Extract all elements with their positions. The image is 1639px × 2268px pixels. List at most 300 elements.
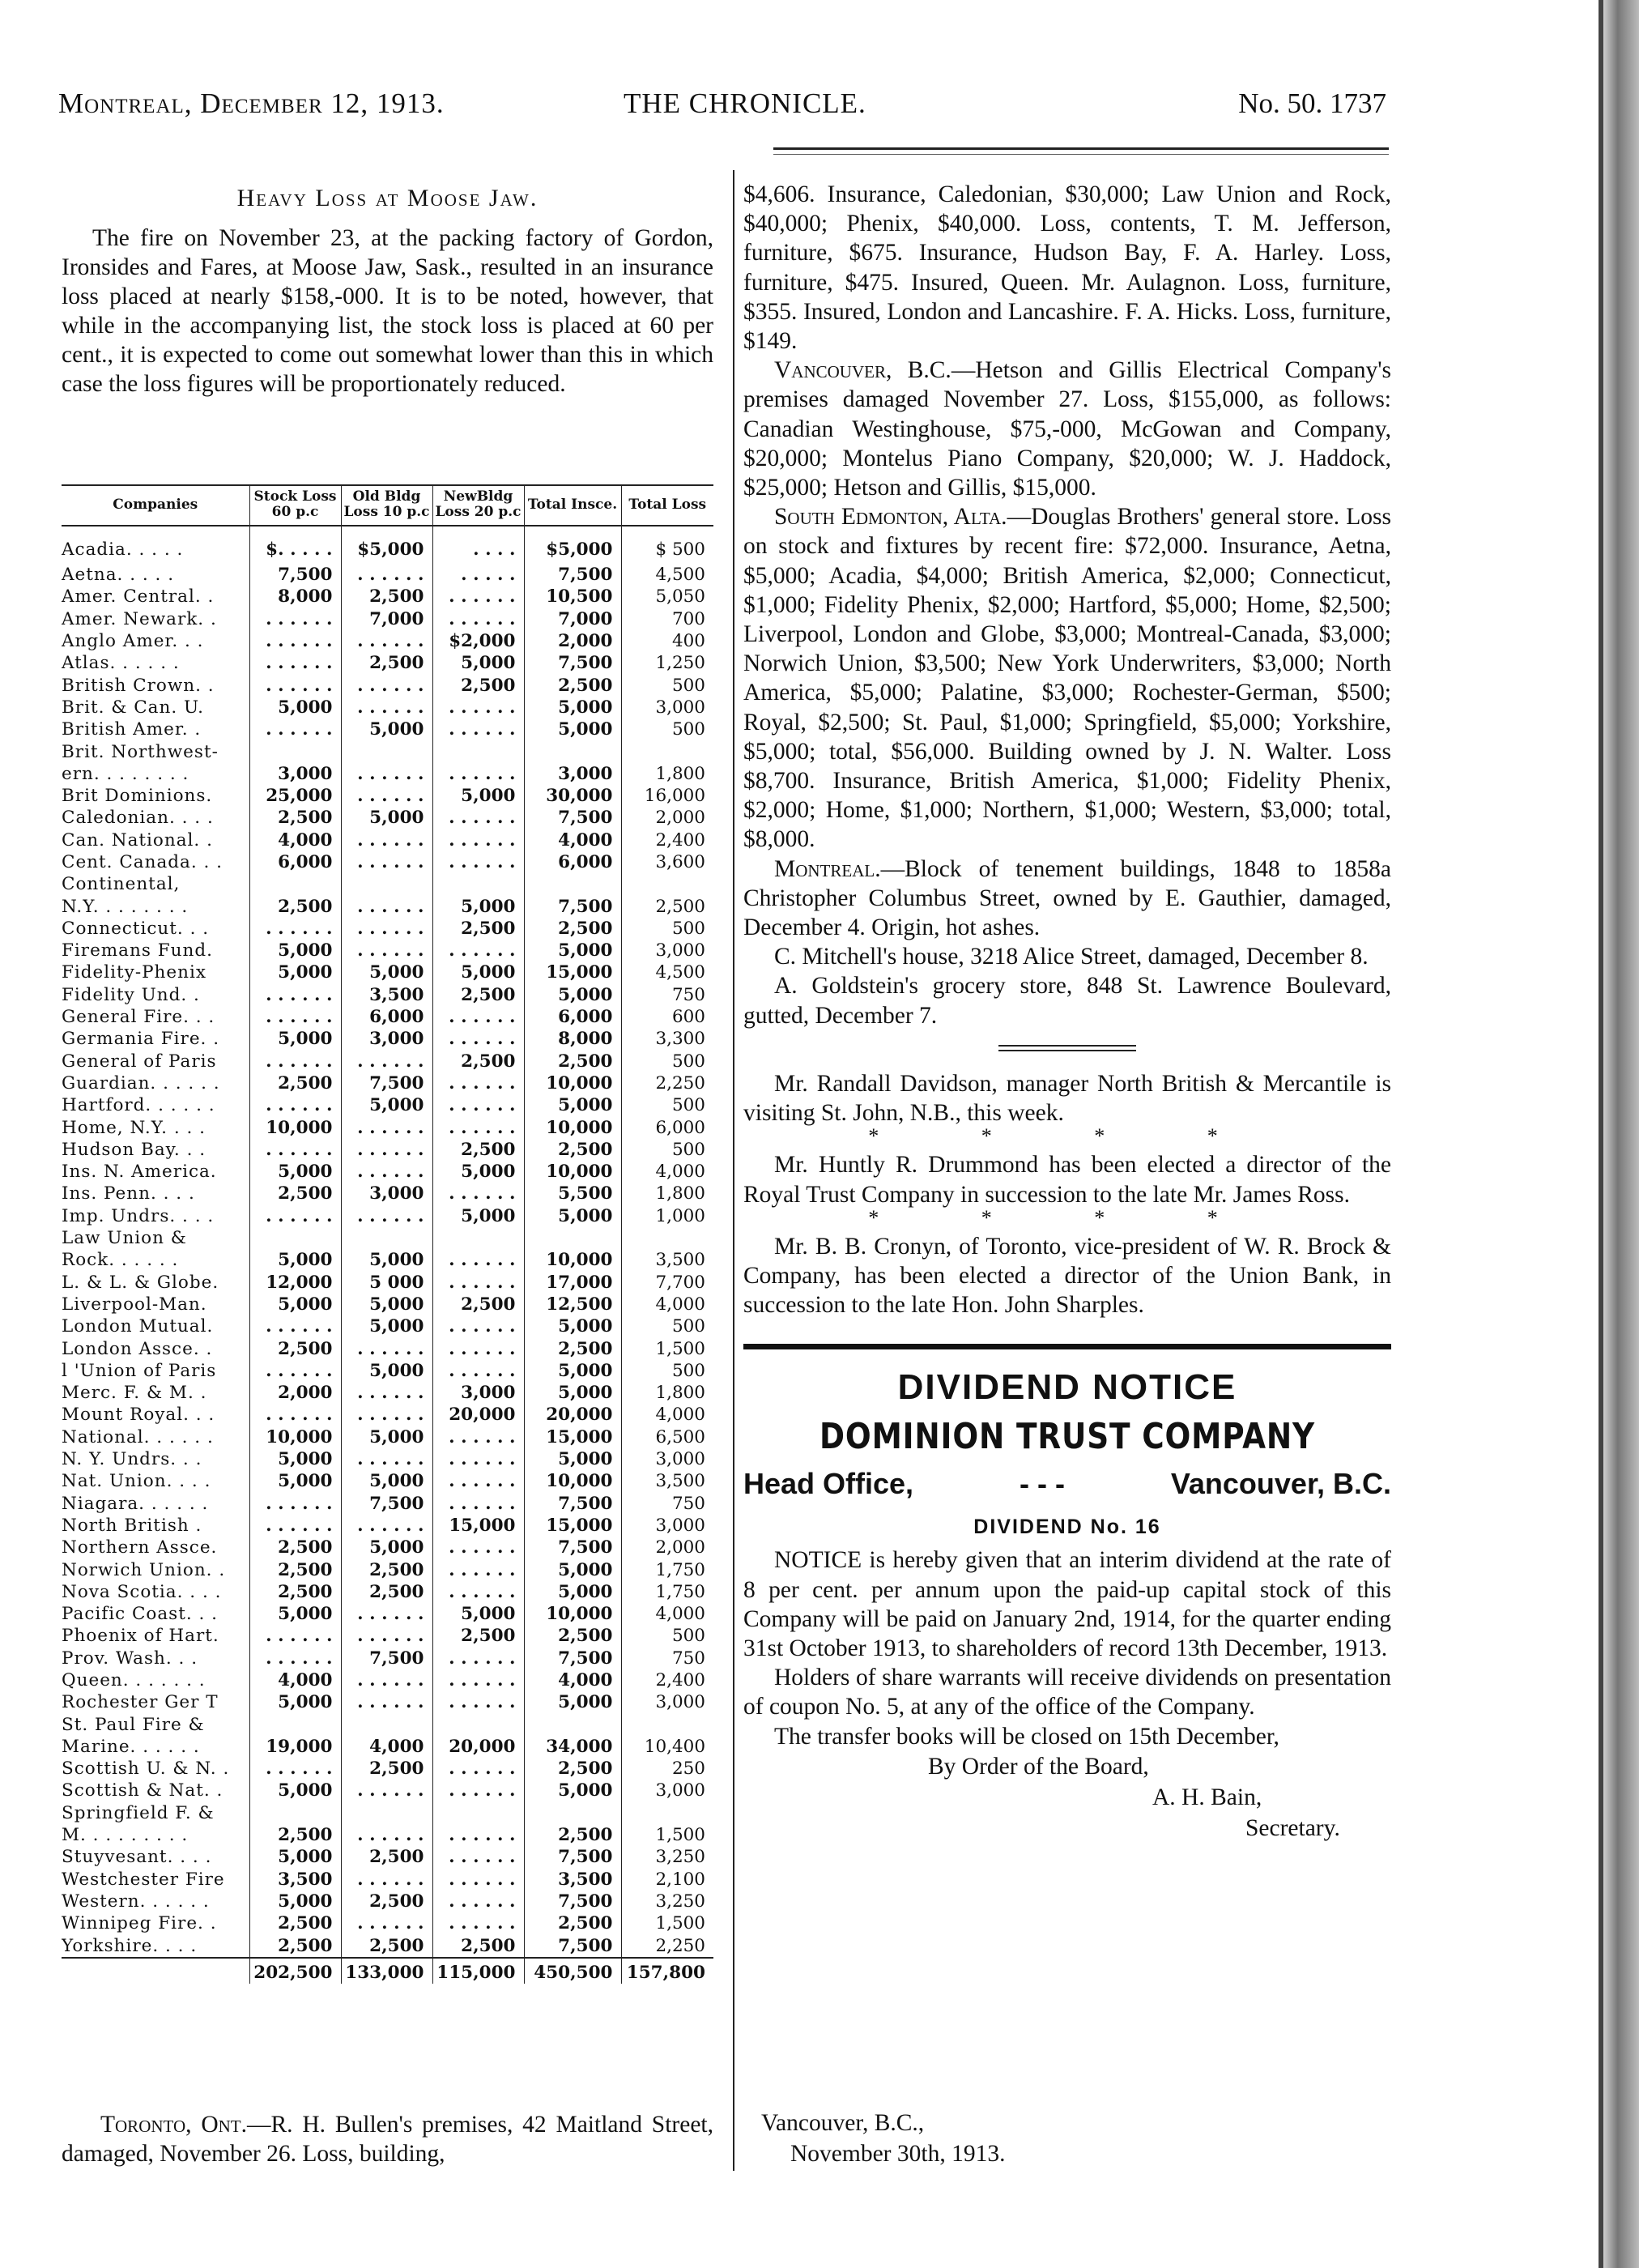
company-name-cell: Queen. . . . . . . <box>62 1669 206 1690</box>
table-row <box>62 1625 713 1647</box>
table-row <box>62 1139 713 1161</box>
amount-cell: 500 <box>621 1094 713 1116</box>
amount-cell: . . . . . . <box>432 1116 524 1138</box>
amount-cell: . . . . . . <box>432 1360 524 1382</box>
amount-cell: 2,500 <box>249 1912 341 1934</box>
amount-cell: 2,500 <box>524 1337 621 1359</box>
dividend-transfer-paragraph: The transfer books will be closed on 15th December, <box>774 1723 1279 1750</box>
amount-cell: 5,000 <box>341 961 432 983</box>
company-name-cell: Western. . . . . . <box>62 1891 210 1912</box>
company-name-cell: M. . . . . . . . . <box>62 1825 189 1846</box>
amount-cell: 7,500 <box>524 564 621 586</box>
amount-cell: 1,800 <box>621 1382 713 1404</box>
table-row <box>62 1382 713 1404</box>
amount-cell: . . . . . . <box>432 1249 524 1271</box>
article-body: The fire on November 23, at the packing factory of Gordon, Ironsides and Fares, at Moose Jaw, Sask., resulted in an insurance loss placed at nearly $158,-000. It is to be noted, however, that while in the accompanying list, the stock loss is placed at 60 per cent., it is expected to come out somewhat lower than this in which case the loss figures will be proportionately reduced. <box>62 225 713 397</box>
amount-cell: . . . . . . <box>341 1161 432 1183</box>
amount-cell: $. . . . . <box>249 526 341 564</box>
amount-cell: . . . . . . <box>432 1315 524 1337</box>
amount-cell: 5,000 <box>249 1028 341 1050</box>
amount-cell: 5,000 <box>524 1581 621 1603</box>
amount-cell: . . . . . . <box>432 697 524 718</box>
amount-cell: 2,000 <box>621 807 713 829</box>
company-name-cell: Springfield F. & <box>62 1802 215 1823</box>
table-row <box>62 940 713 961</box>
amount-cell <box>341 873 432 895</box>
company-name-cell: Germania Fire. . <box>62 1029 220 1050</box>
company-name-cell: Northern Assce. <box>62 1537 218 1558</box>
amount-cell: 2,000 <box>249 1382 341 1404</box>
amount-cell: . . . . . . <box>341 918 432 940</box>
company-name-cell: St. Paul Fire & <box>62 1714 205 1735</box>
amount-cell: . . . . . . <box>341 1205 432 1227</box>
table-row <box>62 1337 713 1359</box>
amount-cell: 20,000 <box>432 1404 524 1426</box>
company-name-cell: l 'Union of Paris <box>62 1360 217 1381</box>
amount-cell: . . . . . . <box>432 1912 524 1934</box>
amount-cell: . . . . . . <box>432 1094 524 1116</box>
vancouver-item <box>743 356 1391 502</box>
amount-cell: 2,500 <box>432 1934 524 1957</box>
continued-item: $4,606. Insurance, Caledonian, $30,000; Law Union and Rock, $40,000; Phenix, $40,000. Loss, contents, T. M. Jefferson, furniture, $675. Insurance, Hudson Bay, F. A. Harley. Loss, furniture, $475. Insured, Queen. Mr. Aulagnon. Loss, furniture, $355. Insured, London and Lancashire. F. A. Hicks. Loss, furniture, $149. <box>743 181 1391 355</box>
amount-cell: . . . . . . <box>432 1183 524 1204</box>
amount-cell: 1,250 <box>621 652 713 674</box>
amount-cell: 1,000 <box>621 1205 713 1227</box>
table-row <box>62 1736 713 1758</box>
amount-cell: 4,500 <box>621 961 713 983</box>
amount-cell: $2,000 <box>432 630 524 652</box>
amount-cell: 7,500 <box>524 1891 621 1912</box>
table-row <box>62 1581 713 1603</box>
amount-cell: . . . . . . <box>341 1625 432 1647</box>
amount-cell: 2,250 <box>621 1072 713 1094</box>
table-row <box>62 1558 713 1580</box>
amount-cell: . . . . . . <box>341 1912 432 1934</box>
table-row <box>62 1051 713 1072</box>
company-name-cell: Law Union & <box>62 1228 187 1249</box>
table-row <box>62 1426 713 1448</box>
company-name-cell: Westchester Fire <box>62 1869 225 1890</box>
toronto-item <box>62 2110 713 2168</box>
amount-cell: 6,000 <box>249 851 341 873</box>
amount-cell: 2,500 <box>249 1337 341 1359</box>
amount-cell: . . . . . . <box>432 1470 524 1492</box>
amount-cell: 15,000 <box>524 1515 621 1537</box>
montreal-text: —Block of tenement buildings, 1848 to 1858a Christopher Columbus Street, owned by E. Gauthier, damaged, December 4. Origin, hot ashes. <box>743 855 1391 941</box>
amount-cell: 10,000 <box>524 1116 621 1138</box>
amount-cell: 4,000 <box>621 1404 713 1426</box>
amount-cell: . . . . . . <box>341 1382 432 1404</box>
amount-cell: . . . . . . <box>341 1139 432 1161</box>
table-row <box>62 984 713 1006</box>
amount-cell: 19,000 <box>249 1736 341 1758</box>
company-name-cell: Marine. . . . . . <box>62 1736 200 1757</box>
total-cell: 133,000 <box>341 1958 432 1984</box>
company-name-cell: ern. . . . . . . . <box>62 763 189 784</box>
company-name-cell: Cent. Canada. . . <box>62 852 224 872</box>
amount-cell <box>621 1227 713 1249</box>
amount-cell: . . . . . . <box>432 829 524 851</box>
company-name-cell: Scottish U. & N. . <box>62 1759 230 1780</box>
amount-cell: 3,300 <box>621 1028 713 1050</box>
heavy-rule <box>743 1344 1391 1349</box>
amount-cell: 7,500 <box>249 564 341 586</box>
amount-cell: 5,000 <box>341 1537 432 1558</box>
header-page-number: No. 50. 1737 <box>1238 87 1386 119</box>
amount-cell: 10,000 <box>524 1249 621 1271</box>
amount-cell: 5,000 <box>524 1205 621 1227</box>
company-name-cell: Continental, <box>62 874 181 895</box>
amount-cell: 2,500 <box>432 1625 524 1647</box>
head-office-city: Vancouver, B.C. <box>1170 1467 1391 1501</box>
company-name-cell: Connecticut. . . <box>62 918 210 939</box>
amount-cell: 15,000 <box>432 1515 524 1537</box>
company-name-cell: Brit Dominions. <box>62 786 213 807</box>
amount-cell: 5,000 <box>249 1603 341 1625</box>
company-name-cell: London Mutual. <box>62 1316 214 1337</box>
table-row <box>62 1713 713 1735</box>
table-row <box>62 1404 713 1426</box>
amount-cell: 3,000 <box>621 1691 713 1713</box>
company-name-cell: National. . . . . . <box>62 1426 214 1447</box>
amount-cell <box>249 1227 341 1249</box>
table-row <box>62 1205 713 1227</box>
header-date: Montreal, December 12, 1913. <box>58 87 445 119</box>
amount-cell: . . . . . . <box>249 652 341 674</box>
amount-cell: 500 <box>621 718 713 740</box>
company-name-cell: Rock. . . . . . <box>62 1250 179 1271</box>
amount-cell: 5,000 <box>341 1470 432 1492</box>
amount-cell: 10,000 <box>524 1470 621 1492</box>
amount-cell: 6,000 <box>621 1116 713 1138</box>
amount-cell: 5,000 <box>524 940 621 961</box>
amount-cell: 4,000 <box>621 1161 713 1183</box>
amount-cell: 5,000 <box>524 697 621 718</box>
vancouver-place: Vancouver, B.C. <box>774 357 951 384</box>
amount-cell: 2,500 <box>249 1558 341 1580</box>
table-row <box>62 1470 713 1492</box>
amount-cell: 500 <box>621 674 713 696</box>
column-rule <box>733 170 734 2171</box>
amount-cell: . . . . . . <box>341 1691 432 1713</box>
amount-cell: 5,000 <box>341 1249 432 1271</box>
amount-cell: 5,000 <box>432 1161 524 1183</box>
amount-cell: 1,500 <box>621 1824 713 1846</box>
amount-cell <box>432 873 524 895</box>
amount-cell <box>341 1227 432 1249</box>
company-name-cell: Fidelity Und. . <box>62 984 200 1005</box>
table-row <box>62 829 713 851</box>
company-name-cell: Amer. Central. . <box>62 586 215 608</box>
amount-cell: . . . . . . <box>249 674 341 696</box>
amount-cell: 10,500 <box>524 586 621 608</box>
amount-cell: 500 <box>621 1051 713 1072</box>
amount-cell: 8,000 <box>524 1028 621 1050</box>
table-row <box>62 1758 713 1780</box>
amount-cell: 3,000 <box>621 1515 713 1537</box>
amount-cell <box>524 1713 621 1735</box>
amount-cell: 3,000 <box>341 1028 432 1050</box>
amount-cell: 10,400 <box>621 1736 713 1758</box>
amount-cell: 6,500 <box>621 1426 713 1448</box>
amount-cell <box>249 873 341 895</box>
company-name-cell: Acadia. . . . . <box>62 539 184 560</box>
edmonton-item <box>743 502 1391 854</box>
amount-cell: . . . . . . <box>249 1515 341 1537</box>
company-name-cell: British Amer. . <box>62 719 202 740</box>
amount-cell: 2,500 <box>621 895 713 917</box>
amount-cell: 2,500 <box>341 1758 432 1780</box>
table-row <box>62 763 713 785</box>
dividend-head-office <box>743 1467 1391 1501</box>
amount-cell: 2,500 <box>249 895 341 917</box>
amount-cell: 5,000 <box>249 1846 341 1868</box>
amount-cell: 12,000 <box>249 1272 341 1294</box>
mitchell-item: C. Mitchell's house, 3218 Alice Street, damaged, December 8. <box>774 944 1369 970</box>
amount-cell: . . . . . . <box>341 940 432 961</box>
amount-cell: . . . . . . <box>249 1360 341 1382</box>
amount-cell: 5,000 <box>524 984 621 1006</box>
amount-cell: . . . . . . <box>432 1780 524 1801</box>
company-name-cell: Can. National. . <box>62 829 213 850</box>
amount-cell: . . . . . . <box>249 1758 341 1780</box>
amount-cell: . . . . . . <box>432 1669 524 1691</box>
amount-cell: 5,000 <box>341 718 432 740</box>
table-row <box>62 586 713 608</box>
amount-cell: . . . . . . <box>432 1072 524 1094</box>
left-column <box>62 178 713 399</box>
personal-note-drummond: Mr. Huntly R. Drummond has been elected a director of the Royal Trust Company in succession to the late Mr. James Ross. <box>743 1152 1391 1208</box>
amount-cell: . . . . <box>432 526 524 564</box>
table-row <box>62 1161 713 1183</box>
amount-cell <box>621 740 713 762</box>
amount-cell: 5,000 <box>524 1691 621 1713</box>
table-row <box>62 1492 713 1514</box>
stars-divider: * * * * <box>868 1205 1266 1230</box>
table-row <box>62 1116 713 1138</box>
amount-cell: 4,000 <box>341 1736 432 1758</box>
amount-cell: . . . . . . <box>249 1205 341 1227</box>
amount-cell: 5,000 <box>249 1470 341 1492</box>
amount-cell: . . . . . . <box>432 807 524 829</box>
table-row <box>62 1846 713 1868</box>
amount-cell: . . . . . . <box>341 1869 432 1891</box>
amount-cell: 10,000 <box>524 1072 621 1094</box>
amount-cell: 7,500 <box>524 807 621 829</box>
dividend-notice-ad <box>743 1367 1391 1843</box>
table-row <box>62 608 713 630</box>
amount-cell: . . . . . . <box>341 674 432 696</box>
amount-cell: 10,000 <box>249 1116 341 1138</box>
amount-cell: 2,400 <box>621 829 713 851</box>
amount-cell: 1,750 <box>621 1581 713 1603</box>
amount-cell: 1,750 <box>621 1558 713 1580</box>
company-name-cell: Stuyvesant. . . . <box>62 1847 212 1868</box>
company-name-cell: Rochester Ger T <box>62 1692 219 1713</box>
amount-cell: . . . . . . <box>341 1448 432 1470</box>
amount-cell <box>249 740 341 762</box>
amount-cell: 2,500 <box>432 1294 524 1315</box>
amount-cell: 5,000 <box>249 1161 341 1183</box>
loss-table <box>62 484 713 1984</box>
amount-cell: 30,000 <box>524 785 621 807</box>
amount-cell: 5,000 <box>249 1691 341 1713</box>
amount-cell: 5,000 <box>249 940 341 961</box>
amount-cell: 2,100 <box>621 1869 713 1891</box>
amount-cell: . . . . . . <box>341 763 432 785</box>
table-row <box>62 1028 713 1050</box>
table-row <box>62 1272 713 1294</box>
amount-cell: . . . . . . <box>341 1824 432 1846</box>
table-row <box>62 1934 713 1957</box>
section-divider <box>998 1045 1136 1051</box>
company-name-cell: Imp. Undrs. . . . <box>62 1205 215 1226</box>
amount-cell: 5,000 <box>341 1094 432 1116</box>
company-name-cell: Hartford. . . . . . <box>62 1095 215 1116</box>
amount-cell: 5,000 <box>249 1891 341 1912</box>
amount-cell: 5,000 <box>432 1205 524 1227</box>
amount-cell: 5,000 <box>432 785 524 807</box>
table-row <box>62 918 713 940</box>
personal-note-cronyn: Mr. B. B. Cronyn, of Toronto, vice-president of W. R. Brock & Company, has been elected a director of the Union Bank, in succession to the late Hon. John Sharples. <box>743 1233 1391 1319</box>
amount-cell: . . . . . . <box>432 1272 524 1294</box>
amount-cell: 2,000 <box>524 630 621 652</box>
amount-cell: 1,800 <box>621 1183 713 1204</box>
amount-cell: 2,250 <box>621 1934 713 1957</box>
dividend-notice-title: DIVIDEND NOTICE <box>897 1367 1237 1408</box>
amount-cell: 750 <box>621 984 713 1006</box>
amount-cell: . . . . . . <box>432 1869 524 1891</box>
company-name-cell: Fidelity-Phenix <box>62 962 206 983</box>
company-name-cell: Winnipeg Fire. . <box>62 1913 217 1934</box>
table-row <box>62 1603 713 1625</box>
amount-cell: 2,500 <box>524 1625 621 1647</box>
amount-cell: 3,000 <box>249 763 341 785</box>
company-name-cell: Firemans Fund. <box>62 940 213 961</box>
company-name-cell: Brit. & Can. U. <box>62 697 204 718</box>
amount-cell <box>432 1227 524 1249</box>
amount-cell: 500 <box>621 1139 713 1161</box>
table-row <box>62 1072 713 1094</box>
table-row <box>62 1537 713 1558</box>
amount-cell: 2,500 <box>524 1139 621 1161</box>
company-name-cell: Brit. Northwest- <box>62 741 219 762</box>
amount-cell: 3,500 <box>621 1470 713 1492</box>
amount-cell: 2,500 <box>341 1934 432 1957</box>
dividend-company-name: DOMINION TRUST COMPANY <box>820 1416 1315 1458</box>
amount-cell: 4,000 <box>249 1669 341 1691</box>
amount-cell: 5,000 <box>432 961 524 983</box>
amount-cell <box>249 1713 341 1735</box>
company-name-cell: Ins. Penn. . . . <box>62 1183 195 1204</box>
article-title: Heavy Loss at Moose Jaw. <box>236 185 539 211</box>
amount-cell <box>432 740 524 762</box>
company-name-cell: Anglo Amer. . . <box>62 631 204 652</box>
amount-cell: 2,500 <box>432 918 524 940</box>
amount-cell <box>432 1713 524 1735</box>
amount-cell: 3,000 <box>621 697 713 718</box>
amount-cell: 2,500 <box>249 1183 341 1204</box>
amount-cell: 7,500 <box>341 1492 432 1514</box>
amount-cell: 3,500 <box>524 1869 621 1891</box>
amount-cell: . . . . . . <box>432 1492 524 1514</box>
table-row <box>62 851 713 873</box>
amount-cell: 3,000 <box>621 1448 713 1470</box>
amount-cell: 750 <box>621 1492 713 1514</box>
amount-cell: 700 <box>621 608 713 630</box>
table-header: Stock Loss 60 p.c <box>249 486 341 526</box>
dividend-date: November 30th, 1913. <box>790 2141 1006 2167</box>
company-name-cell: General of Paris <box>62 1051 217 1072</box>
amount-cell: 7,500 <box>341 1648 432 1669</box>
amount-cell: 2,000 <box>621 1537 713 1558</box>
goldstein-item: A. Goldstein's grocery store, 848 St. Lawrence Boulevard, gutted, December 7. <box>743 973 1391 1029</box>
amount-cell: 5,000 <box>249 1249 341 1271</box>
table-row <box>62 1515 713 1537</box>
table-row <box>62 1824 713 1846</box>
amount-cell: 5,000 <box>341 1294 432 1315</box>
table-row <box>62 564 713 586</box>
montreal-place: Montreal. <box>774 855 881 882</box>
amount-cell <box>621 873 713 895</box>
amount-cell: 3,500 <box>249 1869 341 1891</box>
amount-cell: . . . . . . <box>432 1581 524 1603</box>
amount-cell: 2,500 <box>341 1581 432 1603</box>
amount-cell: 2,500 <box>249 1934 341 1957</box>
amount-cell: 400 <box>621 630 713 652</box>
amount-cell: 17,000 <box>524 1272 621 1294</box>
total-cell: 202,500 <box>249 1958 341 1984</box>
amount-cell: 2,500 <box>341 1558 432 1580</box>
header-title: THE CHRONICLE. <box>624 87 866 119</box>
table-row <box>62 1448 713 1470</box>
company-name-cell: Ins. N. America. <box>62 1162 217 1183</box>
stars-divider: * * * * <box>868 1124 1266 1149</box>
table-header: Old Bldg Loss 10 p.c <box>341 486 432 526</box>
amount-cell <box>524 1227 621 1249</box>
amount-cell: $5,000 <box>524 526 621 564</box>
amount-cell: 10,000 <box>524 1603 621 1625</box>
table-row <box>62 1315 713 1337</box>
amount-cell: 5,000 <box>249 1448 341 1470</box>
head-office-dashes: - - - <box>1019 1467 1065 1501</box>
table-row <box>62 1006 713 1028</box>
amount-cell: 4,500 <box>621 564 713 586</box>
amount-cell: 1,500 <box>621 1912 713 1934</box>
amount-cell: 34,000 <box>524 1736 621 1758</box>
amount-cell: 7,700 <box>621 1272 713 1294</box>
company-name-cell: Scottish & Nat. . <box>62 1780 224 1801</box>
amount-cell: . . . . . . <box>432 1648 524 1669</box>
amount-cell: 2,500 <box>432 984 524 1006</box>
toronto-place: Toronto, Ont. <box>100 2112 247 2138</box>
company-name-cell: Amer. Newark. . <box>62 608 217 629</box>
amount-cell: 3,000 <box>432 1382 524 1404</box>
amount-cell: . . . . . . <box>432 1028 524 1050</box>
company-name-cell: Atlas. . . . . . <box>62 653 180 674</box>
amount-cell: 7,500 <box>524 1648 621 1669</box>
company-name-cell: Prov. Wash. . . <box>62 1648 198 1669</box>
amount-cell: 500 <box>621 1315 713 1337</box>
amount-cell: 15,000 <box>524 1426 621 1448</box>
amount-cell: 250 <box>621 1758 713 1780</box>
amount-cell: 5,000 <box>524 1780 621 1801</box>
table-row <box>62 630 713 652</box>
amount-cell: 600 <box>621 1006 713 1028</box>
amount-cell: 25,000 <box>249 785 341 807</box>
amount-cell: 7,000 <box>341 608 432 630</box>
amount-cell: . . . . . . <box>249 1648 341 1669</box>
